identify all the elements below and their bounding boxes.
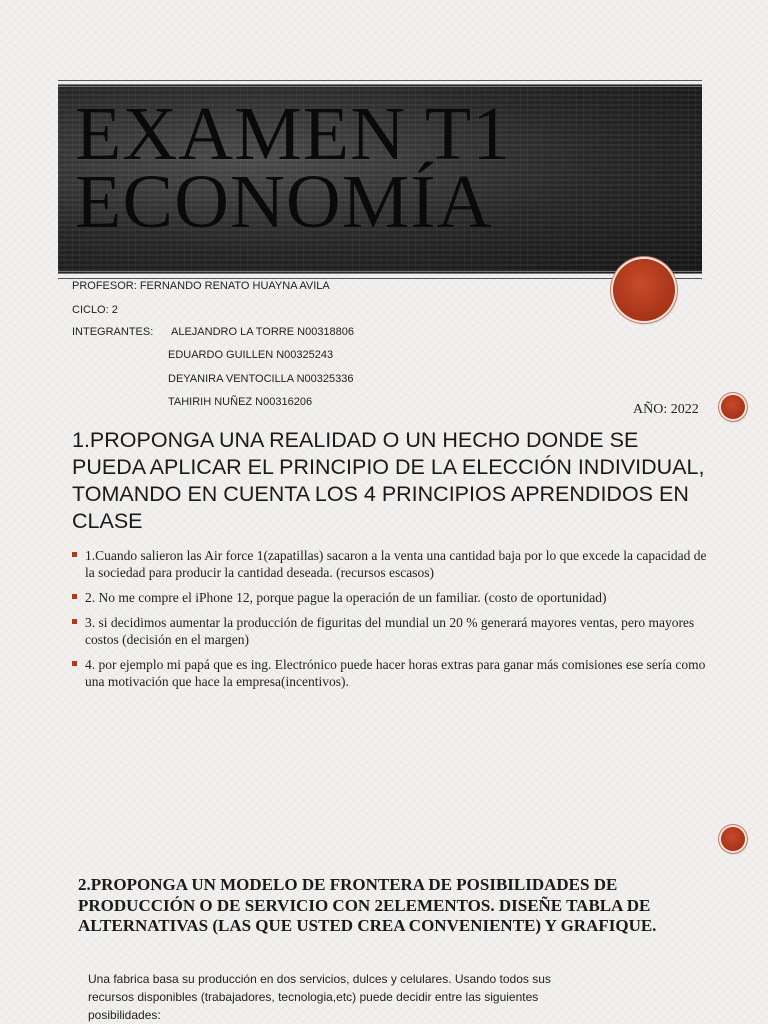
- year-label: AÑO: 2022: [633, 402, 699, 417]
- answer-text-2: 2. No me compre el iPhone 12, porque pague la operación de un familiar. (costo de oportunidad): [85, 590, 607, 605]
- question-1-answers: [72, 547, 712, 698]
- title-line-1: EXAMEN T1: [75, 92, 512, 176]
- answer-item-4: [72, 656, 712, 690]
- question-2-heading: 2.PROPONGA UN MODELO DE FRONTERA DE POSIBILIDADES DE PRODUCCIÓN O DE SERVICIO CON 2ELEMENTOS. DISEÑE TABLA DE ALTERNATIVAS (LAS QUE USTED CREA CONVENIENTE) Y GRAFIQUE.: [78, 875, 657, 935]
- answer-text-3: 3. si decidimos aumentar la producción de figuritas del mundial un 20 % generará mayores ventas, pero mayores costos (decisión en el margen): [85, 615, 695, 647]
- answer-item-2: [72, 589, 712, 606]
- banner-bottom-rule: [58, 278, 702, 279]
- page-title: [75, 92, 695, 244]
- answer-item-1: [72, 547, 712, 581]
- integrante-2: EDUARDO GUILLEN N00325243: [168, 349, 334, 361]
- ciclo-line: CICLO: 2: [72, 304, 118, 316]
- bullet-square-icon: [72, 552, 77, 557]
- title-line-2: ECONOMÍA: [75, 160, 493, 244]
- question-1-heading: 1.PROPONGA UNA REALIDAD O UN HECHO DONDE SE PUEDA APLICAR EL PRINCIPIO DE LA ELECCIÓN INDIVIDUAL, TOMANDO EN CUENTA LOS 4 PRINCIPIOS APRENDIDOS EN CLASE: [72, 428, 705, 533]
- bullet-square-icon: [72, 661, 77, 666]
- integrante-3: DEYANIRA VENTOCILLA N00325336: [168, 373, 354, 385]
- decorative-circle-small-top: [721, 395, 745, 419]
- decorative-circle-large: [613, 259, 675, 321]
- profesor-line: PROFESOR: FERNANDO RENATO HUAYNA AVILA: [72, 280, 330, 292]
- integrante-1: ALEJANDRO LA TORRE N00318806: [171, 326, 355, 338]
- bullet-square-icon: [72, 594, 77, 599]
- bullet-square-icon: [72, 619, 77, 624]
- answer-item-3: [72, 614, 712, 648]
- answer-text-1: 1.Cuando salieron las Air force 1(zapatillas) sacaron a la venta una cantidad baja por lo que excede la capacidad de la sociedad para producir la cantidad deseada. (recursos escasos): [85, 548, 707, 580]
- question-2-paragraph: Una fabrica basa su producción en dos servicios, dulces y celulares. Usando todos sus recursos disponibles (trabajadores, tecnologia,etc) puede decidir entre las siguientes posibilidades:: [88, 972, 551, 1022]
- answer-text-4: 4. por ejemplo mi papá que es ing. Electrónico puede hacer horas extras para ganar más comisiones ese sería como una motivación que hace la empresa(incentivos).: [85, 657, 706, 689]
- decorative-circle-small-bottom: [721, 827, 745, 851]
- integrante-4: TAHIRIH NUÑEZ N00316206: [168, 396, 313, 408]
- integrantes-label: INTEGRANTES:: [72, 326, 154, 338]
- banner-top-rule: [58, 80, 702, 81]
